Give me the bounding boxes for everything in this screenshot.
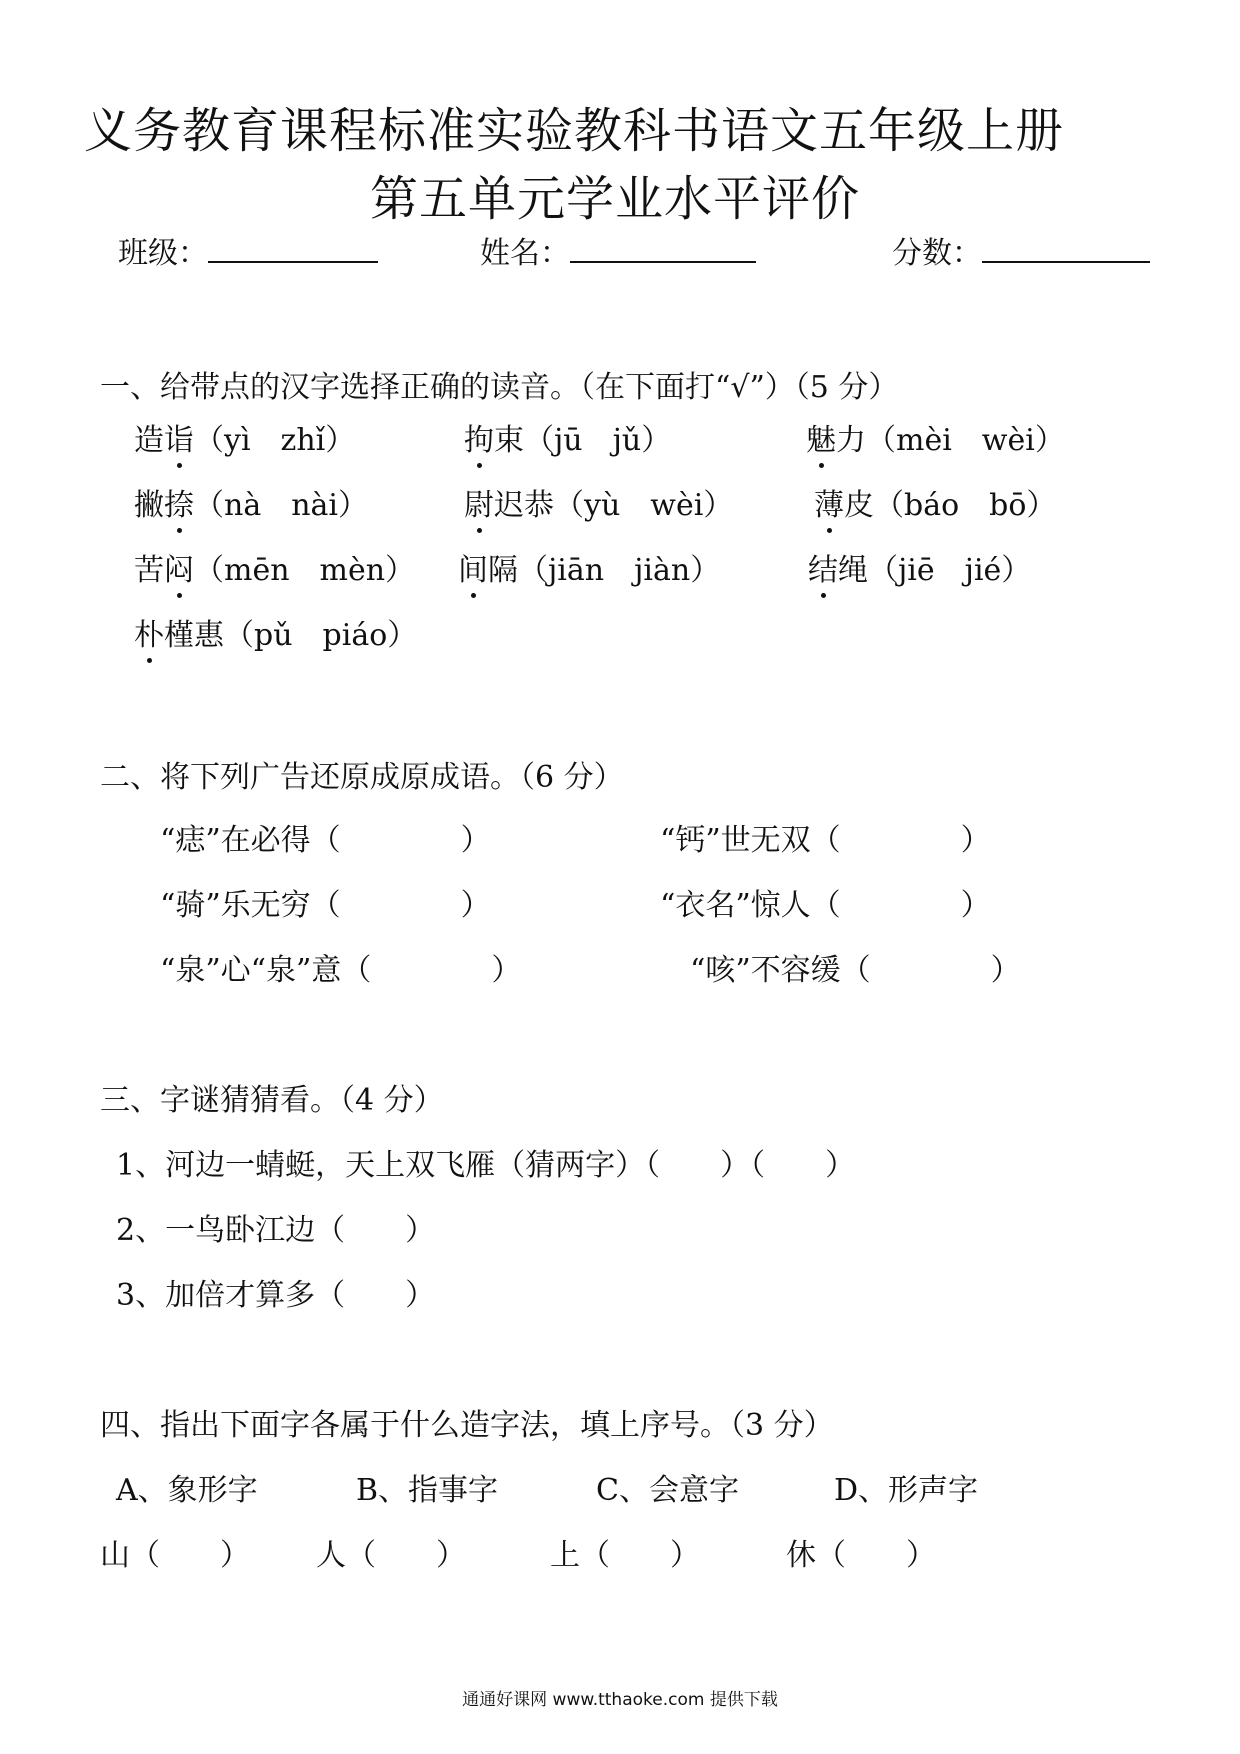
- option-d: D、形声字: [834, 1473, 979, 1508]
- title-line-2: 第五单元学业水平评价: [370, 171, 861, 227]
- riddle-item[interactable]: 2、一鸟卧江边（ ）: [116, 1213, 436, 1248]
- idiom-item[interactable]: “泉”心“泉”意（ ）: [160, 953, 522, 988]
- pinyin-item-options[interactable]: （yì zhǐ）: [194, 423, 356, 458]
- pinyin-item: [458, 545, 720, 589]
- char-item[interactable]: 山（ ）: [100, 1538, 250, 1573]
- option-b: B、指事字: [356, 1473, 499, 1508]
- score-blank[interactable]: [982, 235, 1150, 263]
- section-4-heading: 四、指出下面字各属于什么造字法，填上序号。（3 分）: [100, 1408, 834, 1443]
- char-item[interactable]: 上（ ）: [550, 1538, 700, 1573]
- pinyin-item-options[interactable]: 绳（jiē jié）: [838, 553, 1032, 588]
- dotted-char: 朴: [134, 610, 164, 654]
- pinyin-item-options[interactable]: （nà nài）: [194, 488, 369, 523]
- option-c: C、会意字: [596, 1473, 739, 1508]
- title-line-1: 义务教育课程标准实验教科书语文五年级上册: [84, 103, 1065, 159]
- char-item[interactable]: 人（ ）: [316, 1538, 466, 1573]
- idiom-item[interactable]: “衣名”惊人（ ）: [660, 888, 991, 923]
- pinyin-item: [464, 480, 733, 524]
- dotted-char: 薄: [814, 480, 844, 524]
- pinyin-item: [806, 415, 1065, 459]
- dotted-char: 尉: [464, 480, 494, 524]
- dotted-char: 结: [808, 545, 838, 589]
- riddle-item[interactable]: 3、加倍才算多（ ）: [116, 1278, 436, 1313]
- pinyin-item: [134, 480, 368, 524]
- class-label: 班级：: [118, 236, 208, 271]
- name-blank[interactable]: [570, 235, 756, 263]
- pinyin-item-options[interactable]: 隔（jiān jiàn）: [488, 553, 721, 588]
- pinyin-item: [134, 415, 355, 459]
- dotted-char: 拘: [464, 415, 494, 459]
- pinyin-item: [134, 610, 417, 654]
- pinyin-item-options[interactable]: 迟恭（yù wèi）: [494, 488, 734, 523]
- section-1-heading: 一、给带点的汉字选择正确的读音。（在下面打“√”）（5 分）: [100, 370, 899, 405]
- dotted-char: 魅: [806, 415, 836, 459]
- score-label: 分数：: [892, 236, 982, 271]
- name-label: 姓名：: [480, 236, 570, 271]
- pinyin-item-options[interactable]: （mēn mèn）: [194, 553, 416, 588]
- dotted-char: 诣: [164, 415, 194, 459]
- pinyin-item-text: 撇: [134, 488, 164, 523]
- pinyin-item-options[interactable]: 槿惠（pǔ piáo）: [164, 618, 418, 653]
- score-field: [892, 228, 1150, 272]
- pinyin-item-options[interactable]: 皮（báo bō）: [844, 488, 1057, 523]
- pinyin-item-text: 造: [134, 423, 164, 458]
- pinyin-item-options[interactable]: 束（jū jǔ）: [494, 423, 672, 458]
- idiom-item[interactable]: “骑”乐无穷（ ）: [160, 888, 491, 923]
- name-field: [480, 228, 756, 272]
- section-2-heading: 二、将下列广告还原成原成语。（6 分）: [100, 760, 624, 795]
- pinyin-item-options[interactable]: 力（mèi wèi）: [836, 423, 1065, 458]
- class-blank[interactable]: [208, 235, 378, 263]
- class-field: [118, 228, 378, 272]
- idiom-item[interactable]: “咳”不容缓（ ）: [690, 953, 1021, 988]
- char-item[interactable]: 休（ ）: [786, 1538, 936, 1573]
- dotted-char: 捺: [164, 480, 194, 524]
- pinyin-item: [134, 545, 415, 589]
- option-a: A、象形字: [116, 1473, 258, 1508]
- pinyin-item: [464, 415, 671, 459]
- riddle-item[interactable]: 1、河边一蜻蜓，天上双飞雁（猜两字）（ ）（ ）: [116, 1148, 856, 1183]
- dotted-char: 闷: [164, 545, 194, 589]
- pinyin-item-text: 苦: [134, 553, 164, 588]
- pinyin-item: [814, 480, 1056, 524]
- section-3-heading: 三、字谜猜猜看。（4 分）: [100, 1083, 444, 1118]
- idiom-item[interactable]: “痣”在必得（ ）: [160, 823, 491, 858]
- dotted-char: 间: [458, 545, 488, 589]
- pinyin-item: [808, 545, 1031, 589]
- footer-text: 通通好课网 www.tthaoke.com 提供下载: [462, 1690, 778, 1710]
- idiom-item[interactable]: “钙”世无双（ ）: [660, 823, 991, 858]
